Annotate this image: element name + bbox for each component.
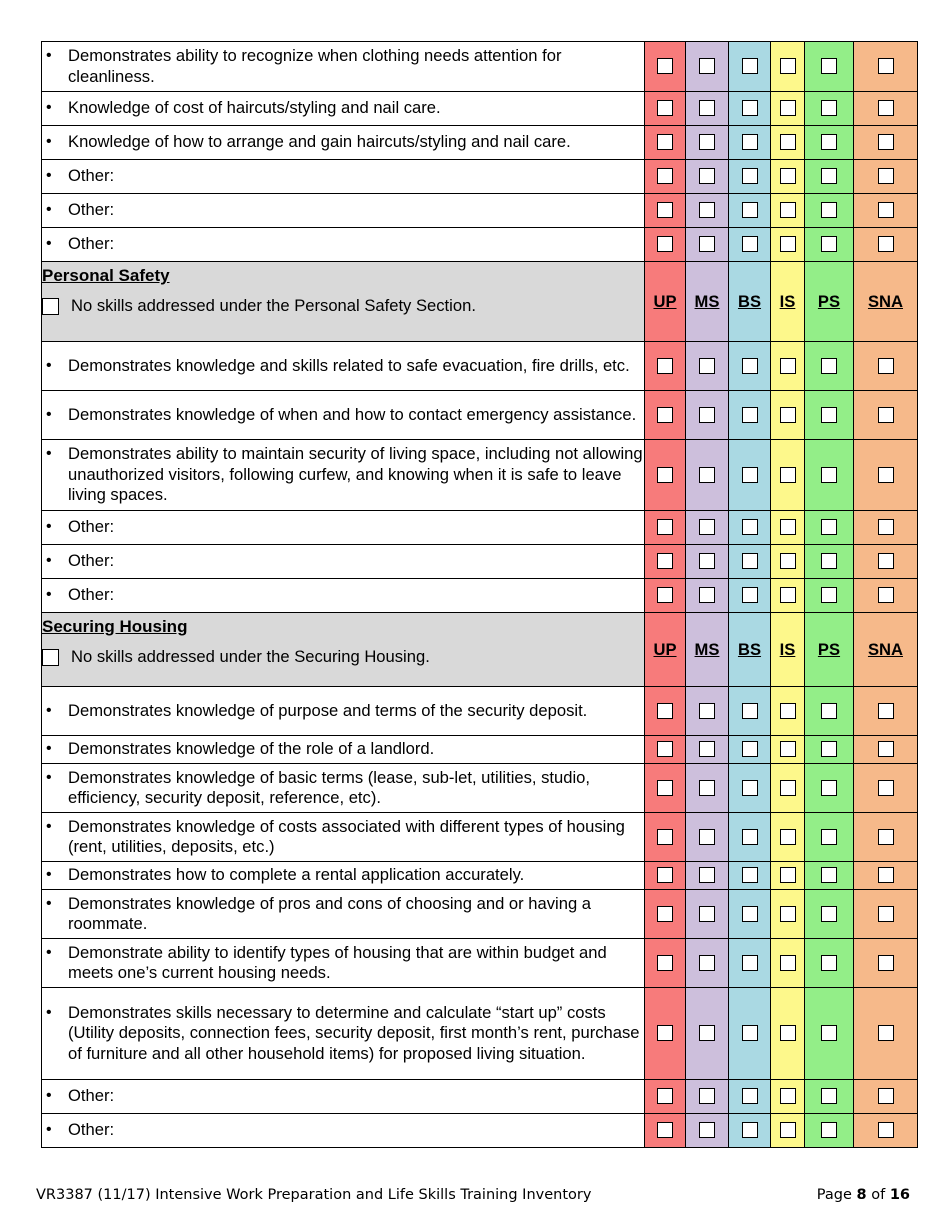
checkbox-ms[interactable]: [699, 867, 715, 883]
checkbox-up[interactable]: [657, 955, 673, 971]
checkbox-up[interactable]: [657, 100, 673, 116]
skill-row: [42, 736, 918, 764]
bullet-icon: •: [46, 817, 52, 835]
checkbox-bs[interactable]: [742, 58, 758, 74]
checkbox-up[interactable]: [657, 168, 673, 184]
skills-inventory-table: [41, 41, 918, 1148]
bullet-icon: •: [46, 133, 52, 151]
checkbox-is[interactable]: [780, 134, 796, 150]
checkbox-bs[interactable]: [742, 168, 758, 184]
checkbox-up[interactable]: [657, 519, 673, 535]
checkbox-sna[interactable]: [878, 236, 894, 252]
checkbox-ms[interactable]: [699, 58, 715, 74]
skill-text: Demonstrates knowledge of basic terms (lease, sub-let, utilities, studio, efficiency, security deposit, reference, etc).: [68, 767, 591, 807]
checkbox-is[interactable]: [780, 358, 796, 374]
checkbox-sna[interactable]: [878, 553, 894, 569]
checkbox-ps[interactable]: [821, 100, 837, 116]
skill-text: Demonstrates how to complete a rental application accurately.: [68, 865, 525, 885]
bullet-icon: •: [46, 445, 52, 463]
checkbox-bs[interactable]: [742, 100, 758, 116]
checkbox-up[interactable]: [657, 587, 673, 603]
bullet-icon: •: [46, 1003, 52, 1021]
checkbox-is[interactable]: [780, 703, 796, 719]
checkbox-sna[interactable]: [878, 100, 894, 116]
checkbox-is[interactable]: [780, 955, 796, 971]
skill-text: Other:: [68, 1086, 115, 1106]
skill-row: [42, 42, 918, 92]
checkbox-up[interactable]: [657, 553, 673, 569]
checkbox-up[interactable]: [657, 407, 673, 423]
checkbox-ms[interactable]: [699, 358, 715, 374]
checkbox-sna[interactable]: [878, 906, 894, 922]
checkbox-sna[interactable]: [878, 955, 894, 971]
checkbox-ps[interactable]: [821, 58, 837, 74]
column-header-ps: PS: [817, 639, 841, 659]
skill-text: Other:: [68, 166, 115, 186]
checkbox-ps[interactable]: [821, 867, 837, 883]
bullet-icon: •: [46, 405, 52, 423]
column-header-ps: PS: [817, 291, 841, 311]
checkbox-ms[interactable]: [699, 587, 715, 603]
skill-row: [42, 194, 918, 228]
bullet-icon: •: [46, 943, 52, 961]
checkbox-ms[interactable]: [699, 1122, 715, 1138]
checkbox-sna[interactable]: [878, 867, 894, 883]
checkbox-ps[interactable]: [821, 1025, 837, 1041]
checkbox-bs[interactable]: [742, 467, 758, 483]
checkbox-bs[interactable]: [742, 955, 758, 971]
bullet-icon: •: [46, 201, 52, 219]
checkbox-ps[interactable]: [821, 202, 837, 218]
checkbox-ps[interactable]: [821, 829, 837, 845]
checkbox-bs[interactable]: [742, 1088, 758, 1104]
skill-row: [42, 92, 918, 126]
checkbox-ps[interactable]: [821, 587, 837, 603]
skill-row: [42, 764, 918, 813]
checkbox-is[interactable]: [780, 168, 796, 184]
checkbox-bs[interactable]: [742, 829, 758, 845]
bullet-icon: •: [46, 740, 52, 758]
skill-text: Demonstrates knowledge of the role of a landlord.: [68, 739, 435, 759]
checkbox-up[interactable]: [657, 1122, 673, 1138]
checkbox-up[interactable]: [657, 236, 673, 252]
bullet-icon: •: [46, 701, 52, 719]
no-skills-checkbox[interactable]: [42, 298, 59, 315]
bullet-icon: •: [46, 894, 52, 912]
checkbox-up[interactable]: [657, 703, 673, 719]
column-header-ms: MS: [694, 291, 720, 311]
checkbox-ps[interactable]: [821, 780, 837, 796]
checkbox-ps[interactable]: [821, 407, 837, 423]
checkbox-bs[interactable]: [742, 519, 758, 535]
skill-text: Demonstrates ability to recognize when clothing needs attention for cleanliness.: [68, 46, 562, 86]
checkbox-ps[interactable]: [821, 134, 837, 150]
skill-row: [42, 391, 918, 440]
bullet-icon: •: [46, 1087, 52, 1105]
checkbox-up[interactable]: [657, 1088, 673, 1104]
checkbox-up[interactable]: [657, 134, 673, 150]
column-header-up: UP: [653, 639, 677, 659]
checkbox-up[interactable]: [657, 867, 673, 883]
checkbox-bs[interactable]: [742, 703, 758, 719]
checkbox-ms[interactable]: [699, 467, 715, 483]
checkbox-bs[interactable]: [742, 867, 758, 883]
skill-text: Demonstrates ability to maintain security of living space, including not allowing unauthorized visitors, following curfew, and knowing when it is safe to leave living spaces.: [68, 444, 643, 505]
checkbox-up[interactable]: [657, 202, 673, 218]
checkbox-is[interactable]: [780, 407, 796, 423]
checkbox-is[interactable]: [780, 587, 796, 603]
checkbox-bs[interactable]: [742, 202, 758, 218]
checkbox-ms[interactable]: [699, 703, 715, 719]
no-skills-label: No skills addressed under the Securing Housing.: [71, 647, 430, 666]
skill-row: [42, 511, 918, 545]
checkbox-is[interactable]: [780, 1122, 796, 1138]
checkbox-is[interactable]: [780, 467, 796, 483]
checkbox-up[interactable]: [657, 358, 673, 374]
column-header-sna: SNA: [867, 291, 904, 311]
column-header-up: UP: [653, 291, 677, 311]
bullet-icon: •: [46, 235, 52, 253]
bullet-icon: •: [46, 866, 52, 884]
skill-row: [42, 1114, 918, 1148]
bullet-icon: •: [46, 356, 52, 374]
bullet-icon: •: [46, 518, 52, 536]
page-number: Page 8 of 16: [816, 1187, 910, 1203]
checkbox-ps[interactable]: [821, 1122, 837, 1138]
checkbox-ps[interactable]: [821, 906, 837, 922]
column-header-is: IS: [779, 291, 796, 311]
column-header-ms: MS: [694, 639, 720, 659]
checkbox-sna[interactable]: [878, 1088, 894, 1104]
checkbox-sna[interactable]: [878, 1025, 894, 1041]
checkbox-sna[interactable]: [878, 741, 894, 757]
skill-row: [42, 545, 918, 579]
skill-text: Demonstrates skills necessary to determine and calculate “start up” costs (Utility deposits, connection fees, security deposit, first month’s rent, purchase of furniture and all other household items) for proposed living situation.: [68, 1002, 640, 1063]
checkbox-sna[interactable]: [878, 407, 894, 423]
skill-text: Other:: [68, 517, 115, 537]
checkbox-bs[interactable]: [742, 134, 758, 150]
checkbox-ms[interactable]: [699, 134, 715, 150]
checkbox-up[interactable]: [657, 1025, 673, 1041]
skill-row: [42, 579, 918, 613]
checkbox-ms[interactable]: [699, 202, 715, 218]
checkbox-is[interactable]: [780, 741, 796, 757]
checkbox-sna[interactable]: [878, 829, 894, 845]
checkbox-is[interactable]: [780, 553, 796, 569]
skill-text: Demonstrates knowledge of pros and cons of choosing and or having a roommate.: [68, 893, 592, 933]
skill-row: [42, 160, 918, 194]
checkbox-bs[interactable]: [742, 236, 758, 252]
bullet-icon: •: [46, 768, 52, 786]
skill-row: [42, 126, 918, 160]
checkbox-sna[interactable]: [878, 467, 894, 483]
skill-row: [42, 862, 918, 890]
form-id: VR3387 (11/17) Intensive Work Preparation and Life Skills Training Inventory: [36, 1187, 592, 1203]
checkbox-ms[interactable]: [699, 236, 715, 252]
checkbox-ps[interactable]: [821, 236, 837, 252]
checkbox-sna[interactable]: [878, 358, 894, 374]
skill-row: [42, 813, 918, 862]
checkbox-ms[interactable]: [699, 955, 715, 971]
checkbox-ms[interactable]: [699, 519, 715, 535]
skill-text: Other:: [68, 585, 115, 605]
checkbox-bs[interactable]: [742, 741, 758, 757]
checkbox-sna[interactable]: [878, 134, 894, 150]
checkbox-ms[interactable]: [699, 1025, 715, 1041]
checkbox-sna[interactable]: [878, 202, 894, 218]
checkbox-is[interactable]: [780, 100, 796, 116]
checkbox-ms[interactable]: [699, 1088, 715, 1104]
skill-text: Knowledge of cost of haircuts/styling and nail care.: [68, 98, 441, 118]
skill-text: Other:: [68, 200, 115, 220]
bullet-icon: •: [46, 167, 52, 185]
checkbox-bs[interactable]: [742, 358, 758, 374]
checkbox-ps[interactable]: [821, 703, 837, 719]
checkbox-sna[interactable]: [878, 703, 894, 719]
skill-row: [42, 228, 918, 262]
checkbox-is[interactable]: [780, 906, 796, 922]
checkbox-ps[interactable]: [821, 553, 837, 569]
skill-text: Other:: [68, 234, 115, 254]
checkbox-up[interactable]: [657, 906, 673, 922]
checkbox-bs[interactable]: [742, 587, 758, 603]
checkbox-ms[interactable]: [699, 780, 715, 796]
checkbox-is[interactable]: [780, 780, 796, 796]
checkbox-ms[interactable]: [699, 741, 715, 757]
checkbox-ps[interactable]: [821, 467, 837, 483]
skill-row: [42, 342, 918, 391]
checkbox-bs[interactable]: [742, 553, 758, 569]
section-header: [42, 613, 918, 687]
checkbox-sna[interactable]: [878, 587, 894, 603]
column-header-is: IS: [779, 639, 796, 659]
checkbox-ms[interactable]: [699, 829, 715, 845]
checkbox-sna[interactable]: [878, 519, 894, 535]
skill-text: Demonstrate ability to identify types of housing that are within budget and meets one’s current housing needs.: [68, 942, 607, 982]
skill-text: Demonstrates knowledge of costs associated with different types of housing (rent, utilities, deposits, etc.): [68, 816, 625, 856]
no-skills-label: No skills addressed under the Personal Safety Section.: [71, 296, 476, 315]
skill-text: Knowledge of how to arrange and gain haircuts/styling and nail care.: [68, 132, 571, 152]
no-skills-option: [42, 296, 644, 317]
bullet-icon: •: [46, 586, 52, 604]
checkbox-is[interactable]: [780, 829, 796, 845]
bullet-icon: •: [46, 552, 52, 570]
skill-text: Other:: [68, 551, 115, 571]
no-skills-option: [42, 647, 644, 668]
checkbox-bs[interactable]: [742, 407, 758, 423]
checkbox-up[interactable]: [657, 741, 673, 757]
section-header: [42, 262, 918, 342]
column-header-bs: BS: [737, 291, 762, 311]
checkbox-is[interactable]: [780, 202, 796, 218]
checkbox-is[interactable]: [780, 519, 796, 535]
checkbox-ms[interactable]: [699, 168, 715, 184]
checkbox-ps[interactable]: [821, 358, 837, 374]
checkbox-up[interactable]: [657, 780, 673, 796]
checkbox-up[interactable]: [657, 467, 673, 483]
column-header-bs: BS: [737, 639, 762, 659]
checkbox-ms[interactable]: [699, 100, 715, 116]
checkbox-sna[interactable]: [878, 168, 894, 184]
checkbox-ps[interactable]: [821, 955, 837, 971]
checkbox-ms[interactable]: [699, 407, 715, 423]
skill-row: [42, 890, 918, 939]
skill-row: [42, 440, 918, 511]
checkbox-is[interactable]: [780, 1025, 796, 1041]
checkbox-ms[interactable]: [699, 906, 715, 922]
checkbox-is[interactable]: [780, 867, 796, 883]
checkbox-up[interactable]: [657, 58, 673, 74]
no-skills-checkbox[interactable]: [42, 649, 59, 666]
skill-row: [42, 988, 918, 1080]
column-header-sna: SNA: [867, 639, 904, 659]
skill-row: [42, 687, 918, 736]
checkbox-ps[interactable]: [821, 1088, 837, 1104]
section-title: Personal Safety: [42, 266, 170, 285]
checkbox-is[interactable]: [780, 236, 796, 252]
checkbox-ms[interactable]: [699, 553, 715, 569]
checkbox-up[interactable]: [657, 829, 673, 845]
section-title: Securing Housing: [42, 617, 188, 636]
checkbox-sna[interactable]: [878, 780, 894, 796]
checkbox-ps[interactable]: [821, 168, 837, 184]
bullet-icon: •: [46, 1121, 52, 1139]
checkbox-bs[interactable]: [742, 1025, 758, 1041]
skill-row: [42, 939, 918, 988]
bullet-icon: •: [46, 47, 52, 64]
page-footer: [36, 1187, 910, 1203]
checkbox-sna[interactable]: [878, 1122, 894, 1138]
skill-text: Other:: [68, 1120, 115, 1140]
checkbox-bs[interactable]: [742, 1122, 758, 1138]
checkbox-sna[interactable]: [878, 58, 894, 74]
bullet-icon: •: [46, 99, 52, 117]
checkbox-ps[interactable]: [821, 741, 837, 757]
checkbox-ps[interactable]: [821, 519, 837, 535]
checkbox-is[interactable]: [780, 58, 796, 74]
checkbox-bs[interactable]: [742, 906, 758, 922]
skill-row: [42, 1080, 918, 1114]
skill-text: Demonstrates knowledge and skills related to safe evacuation, fire drills, etc.: [68, 355, 630, 375]
skill-text: Demonstrates knowledge of when and how to contact emergency assistance.: [68, 404, 637, 424]
skill-text: Demonstrates knowledge of purpose and terms of the security deposit.: [68, 700, 588, 720]
checkbox-bs[interactable]: [742, 780, 758, 796]
checkbox-is[interactable]: [780, 1088, 796, 1104]
